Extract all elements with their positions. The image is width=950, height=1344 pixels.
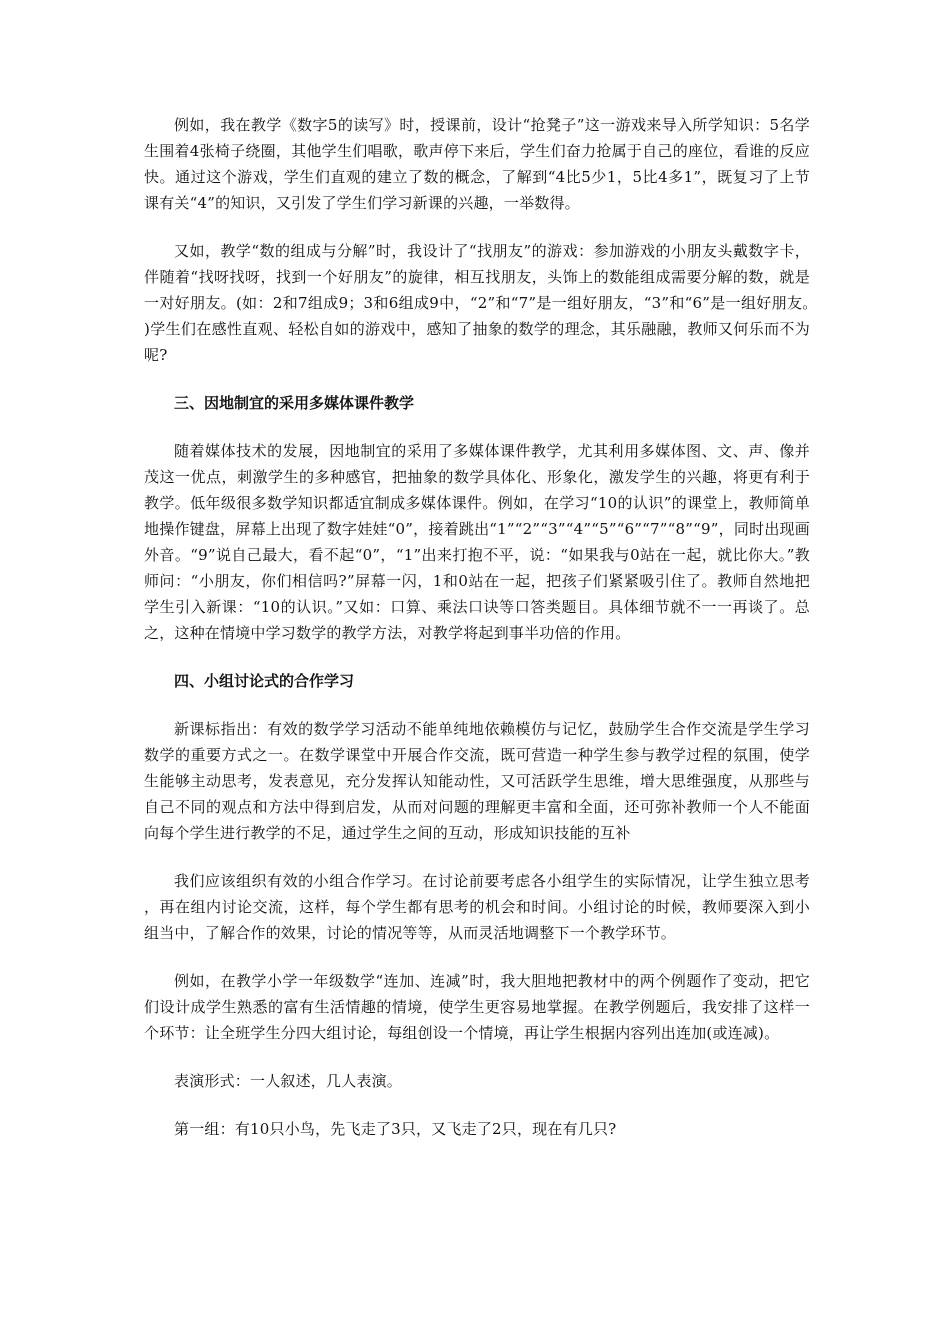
paragraph-organize-groups: 我们应该组织有效的小组合作学习。在讨论前要考虑各小组学生的实际情况，让学生独立思考，再在组内讨论交流，这样，每个学生都有思考的机会和时间。小组讨论的时候，教师要深入到小组当中，了解合作的效果，讨论的情况等等，从而灵活地调整下一个教学环节。 <box>144 872 810 942</box>
paragraph-curriculum-standard: 新课标指出：有效的数学学习活动不能单纯地依赖模仿与记忆，鼓励学生合作交流是学生学习数学的重要方式之一。在数学课堂中开展合作交流，既可营造一种学生参与教学过程的氛围，使学生能够主动思考，发表意见，充分发挥认知能动性，又可活跃学生思维，增大思维强度，从那些与自己不同的观点和方法中得到启发，从而对问题的理解更丰富和全面，还可弥补教师一个人不能面向每个学生进行教学的不足，通过学生之间的互动，形成知识技能的互补 <box>144 720 810 842</box>
document-body <box>144 112 810 1164</box>
paragraph-example-find-friends: 又如，教学“数的组成与分解”时，我设计了“找朋友”的游戏：参加游戏的小朋友头戴数字卡，伴随着“找呀找呀，找到一个好朋友”的旋律，相互找朋友，头饰上的数能组成需要分解的数，就是一对好朋友。(如：2和7组成9；3和6组成9中，“2”和“7”是一组好朋友，“3”和“6”是一组好朋友。)学生们在感性直观、轻松自如的游戏中，感知了抽象的数学的理念，其乐融融，教师又何乐而不为呢? <box>144 242 810 364</box>
paragraph-group-one: 第一组：有10只小鸟，先飞走了3只，又飞走了2只，现在有几只? <box>174 1120 617 1138</box>
paragraph-addition-subtraction-example: 例如，在教学小学一年级数学“连加、连减”时，我大胆地把教材中的两个例题作了变动，把它们设计成学生熟悉的富有生活情趣的情境，使学生更容易地掌握。在教学例题后，我安排了这样一个环节：让全班学生分四大组讨论，每组创设一个情境，再让学生根据内容列出连加(或连减)。 <box>144 972 810 1042</box>
paragraph-performance-format: 表演形式：一人叙述，几人表演。 <box>174 1072 403 1090</box>
paragraph-multimedia-teaching: 随着媒体技术的发展，因地制宜的采用了多媒体课件教学，尤其利用多媒体图、文、声、像并茂这一优点，刺激学生的多种感官，把抽象的数学具体化、形象化，激发学生的兴趣，将更有利于教学。低年级很多数学知识都适宜制成多媒体课件。例如，在学习“10的认识”的课堂上，教师简单地操作键盘，屏幕上出现了数字娃娃“0”，接着跳出“1”“2”“3”“4”“5”“6”“7”“8”“9”，同时出现画外音。“9”说自己最大，看不起“0”，“1”出来打抱不平，说：“如果我与0站在一起，就比你大。”教师问：“小朋友，你们相信吗?”屏幕一闪，1和0站在一起，把孩子们紧紧吸引住了。教师自然地把学生引入新课：“10的认识。”又如：口算、乘法口诀等口答类题目。具体细节就不一一再谈了。总之，这种在情境中学习数学的教学方法，对教学将起到事半功倍的作用。 <box>144 442 810 642</box>
section-heading-group-discussion: 四、小组讨论式的合作学习 <box>174 672 355 690</box>
paragraph-example-chairs-game: 例如，我在教学《数字5的读写》时，授课前，设计“抢凳子”这一游戏来导入所学知识：5名学生围着4张椅子绕圈，其他学生们唱歌，歌声停下来后，学生们奋力抢属于自己的座位，看谁的反应快。通过这个游戏，学生们直观的建立了数的概念，了解到“4比5少1，5比4多1”，既复习了上节课有关“4”的知识，又引发了学生们学习新课的兴趣，一举数得。 <box>144 116 810 212</box>
section-heading-multimedia: 三、因地制宜的采用多媒体课件教学 <box>174 394 415 412</box>
